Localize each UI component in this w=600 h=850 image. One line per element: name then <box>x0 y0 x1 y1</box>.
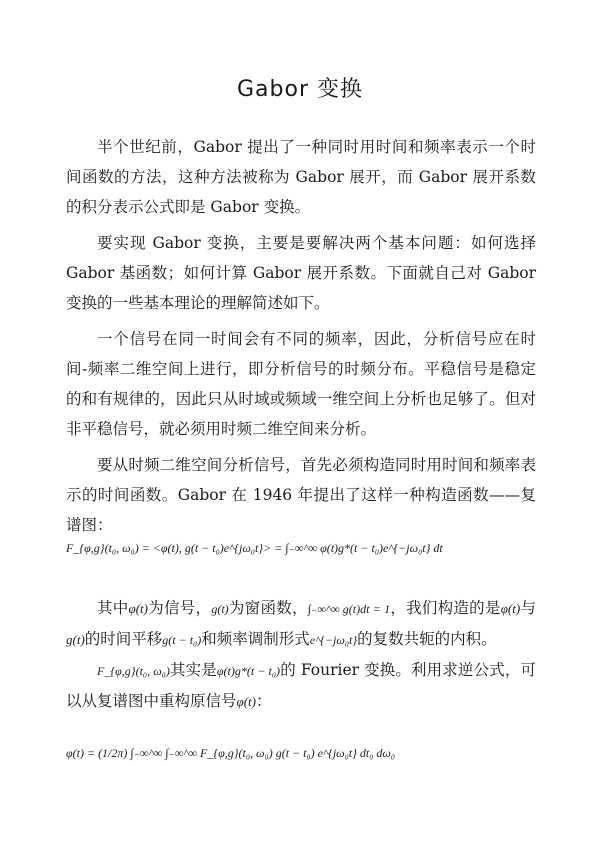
math-g-t: g(t) <box>66 632 85 647</box>
text-segment: 为信号， <box>148 599 212 617</box>
text-segment: 为窗函数， <box>228 599 308 617</box>
formula-complex-spectrogram-text: F_{φ,g}(t₀, ω₀) = <φ(t), g(t − t₀)e^{jω₀t}> = ∫₋∞^∞ φ(t)g*(t − t₀)e^{−jω₀t} dt <box>66 541 443 555</box>
text-segment: 其实是 <box>169 661 217 679</box>
formula-reconstruction-text: φ(t) = (1/2π) ∫₋∞^∞ ∫₋∞^∞ F_{φ,g}(t₀, ω₀) g(t − t₀) e^{jω₀t} dt₀ dω₀ <box>66 746 396 760</box>
text-segment: ： <box>255 692 272 710</box>
text-segment: 和频率调制形式 <box>201 630 310 648</box>
formula-complex-spectrogram <box>66 541 443 556</box>
page-title: Gabor 变换 <box>237 77 363 102</box>
math-frequency-modulation: e^{−jω₀t} <box>309 633 358 647</box>
paragraph-problems: 要实现 Gabor 变换，主要是要解决两个基本问题：如何选择 Gabor 基函数；如何计算 Gabor 展开系数。下面就自己对 Gabor 变换的一些基本理论的理解简述如下。 <box>66 234 536 312</box>
math-g-t: g(t) <box>211 602 229 616</box>
math-phi-t: φ(t) <box>128 601 148 616</box>
math-phi-t: φ(t) <box>500 601 521 616</box>
paragraph-definitions <box>66 593 536 655</box>
math-phi-t: φ(t) <box>236 694 256 709</box>
text-segment: 与 <box>520 599 536 617</box>
text-segment: ，我们构造的是 <box>390 599 501 617</box>
math-window-integral: ∫₋∞^∞ g(t)dt = 1 <box>307 602 391 616</box>
paragraph-intro: 半个世纪前，Gabor 提出了一种同时用时间和频率表示一个时间函数的方法，这种方法被称为 Gabor 展开，而 Gabor 展开系数的积分表示公式即是 Gabor 变换。 <box>66 138 536 216</box>
paragraph-spectrogram-intro: 要从时频二维空间分析信号，首先必须构造同时用时间和频率表示的时间函数。Gabor 在 1946 年提出了这样一种构造函数——复谱图： <box>66 456 536 534</box>
math-phi-g-conj: φ(t)g*(t − t₀) <box>216 664 281 678</box>
paragraph-time-frequency: 一个信号在同一时间会有不同的频率，因此，分析信号应在时间-频率二维空间上进行，即分析信号的时频分布。平稳信号是稳定的和有规律的，因此只从时域或频域一维空间上分析也足够了。但对非平稳信号，就必须用时频二维空间来分析。 <box>66 330 536 438</box>
math-time-shift: g(t − t₀) <box>162 633 202 647</box>
math-F-phi-g: F_{φ,g}(t₀, ω₀) <box>97 664 170 678</box>
text-segment: 的复数共轭的内积。 <box>357 630 497 648</box>
paragraph-fourier <box>66 655 536 717</box>
formula-reconstruction <box>66 746 395 761</box>
text-segment: 其中 <box>97 599 129 617</box>
text-segment: 的时间平移 <box>84 630 163 648</box>
text-segment: 的 Fourier 变换。利用求逆公式，可以从复谱图中重构原信号 <box>66 661 536 710</box>
